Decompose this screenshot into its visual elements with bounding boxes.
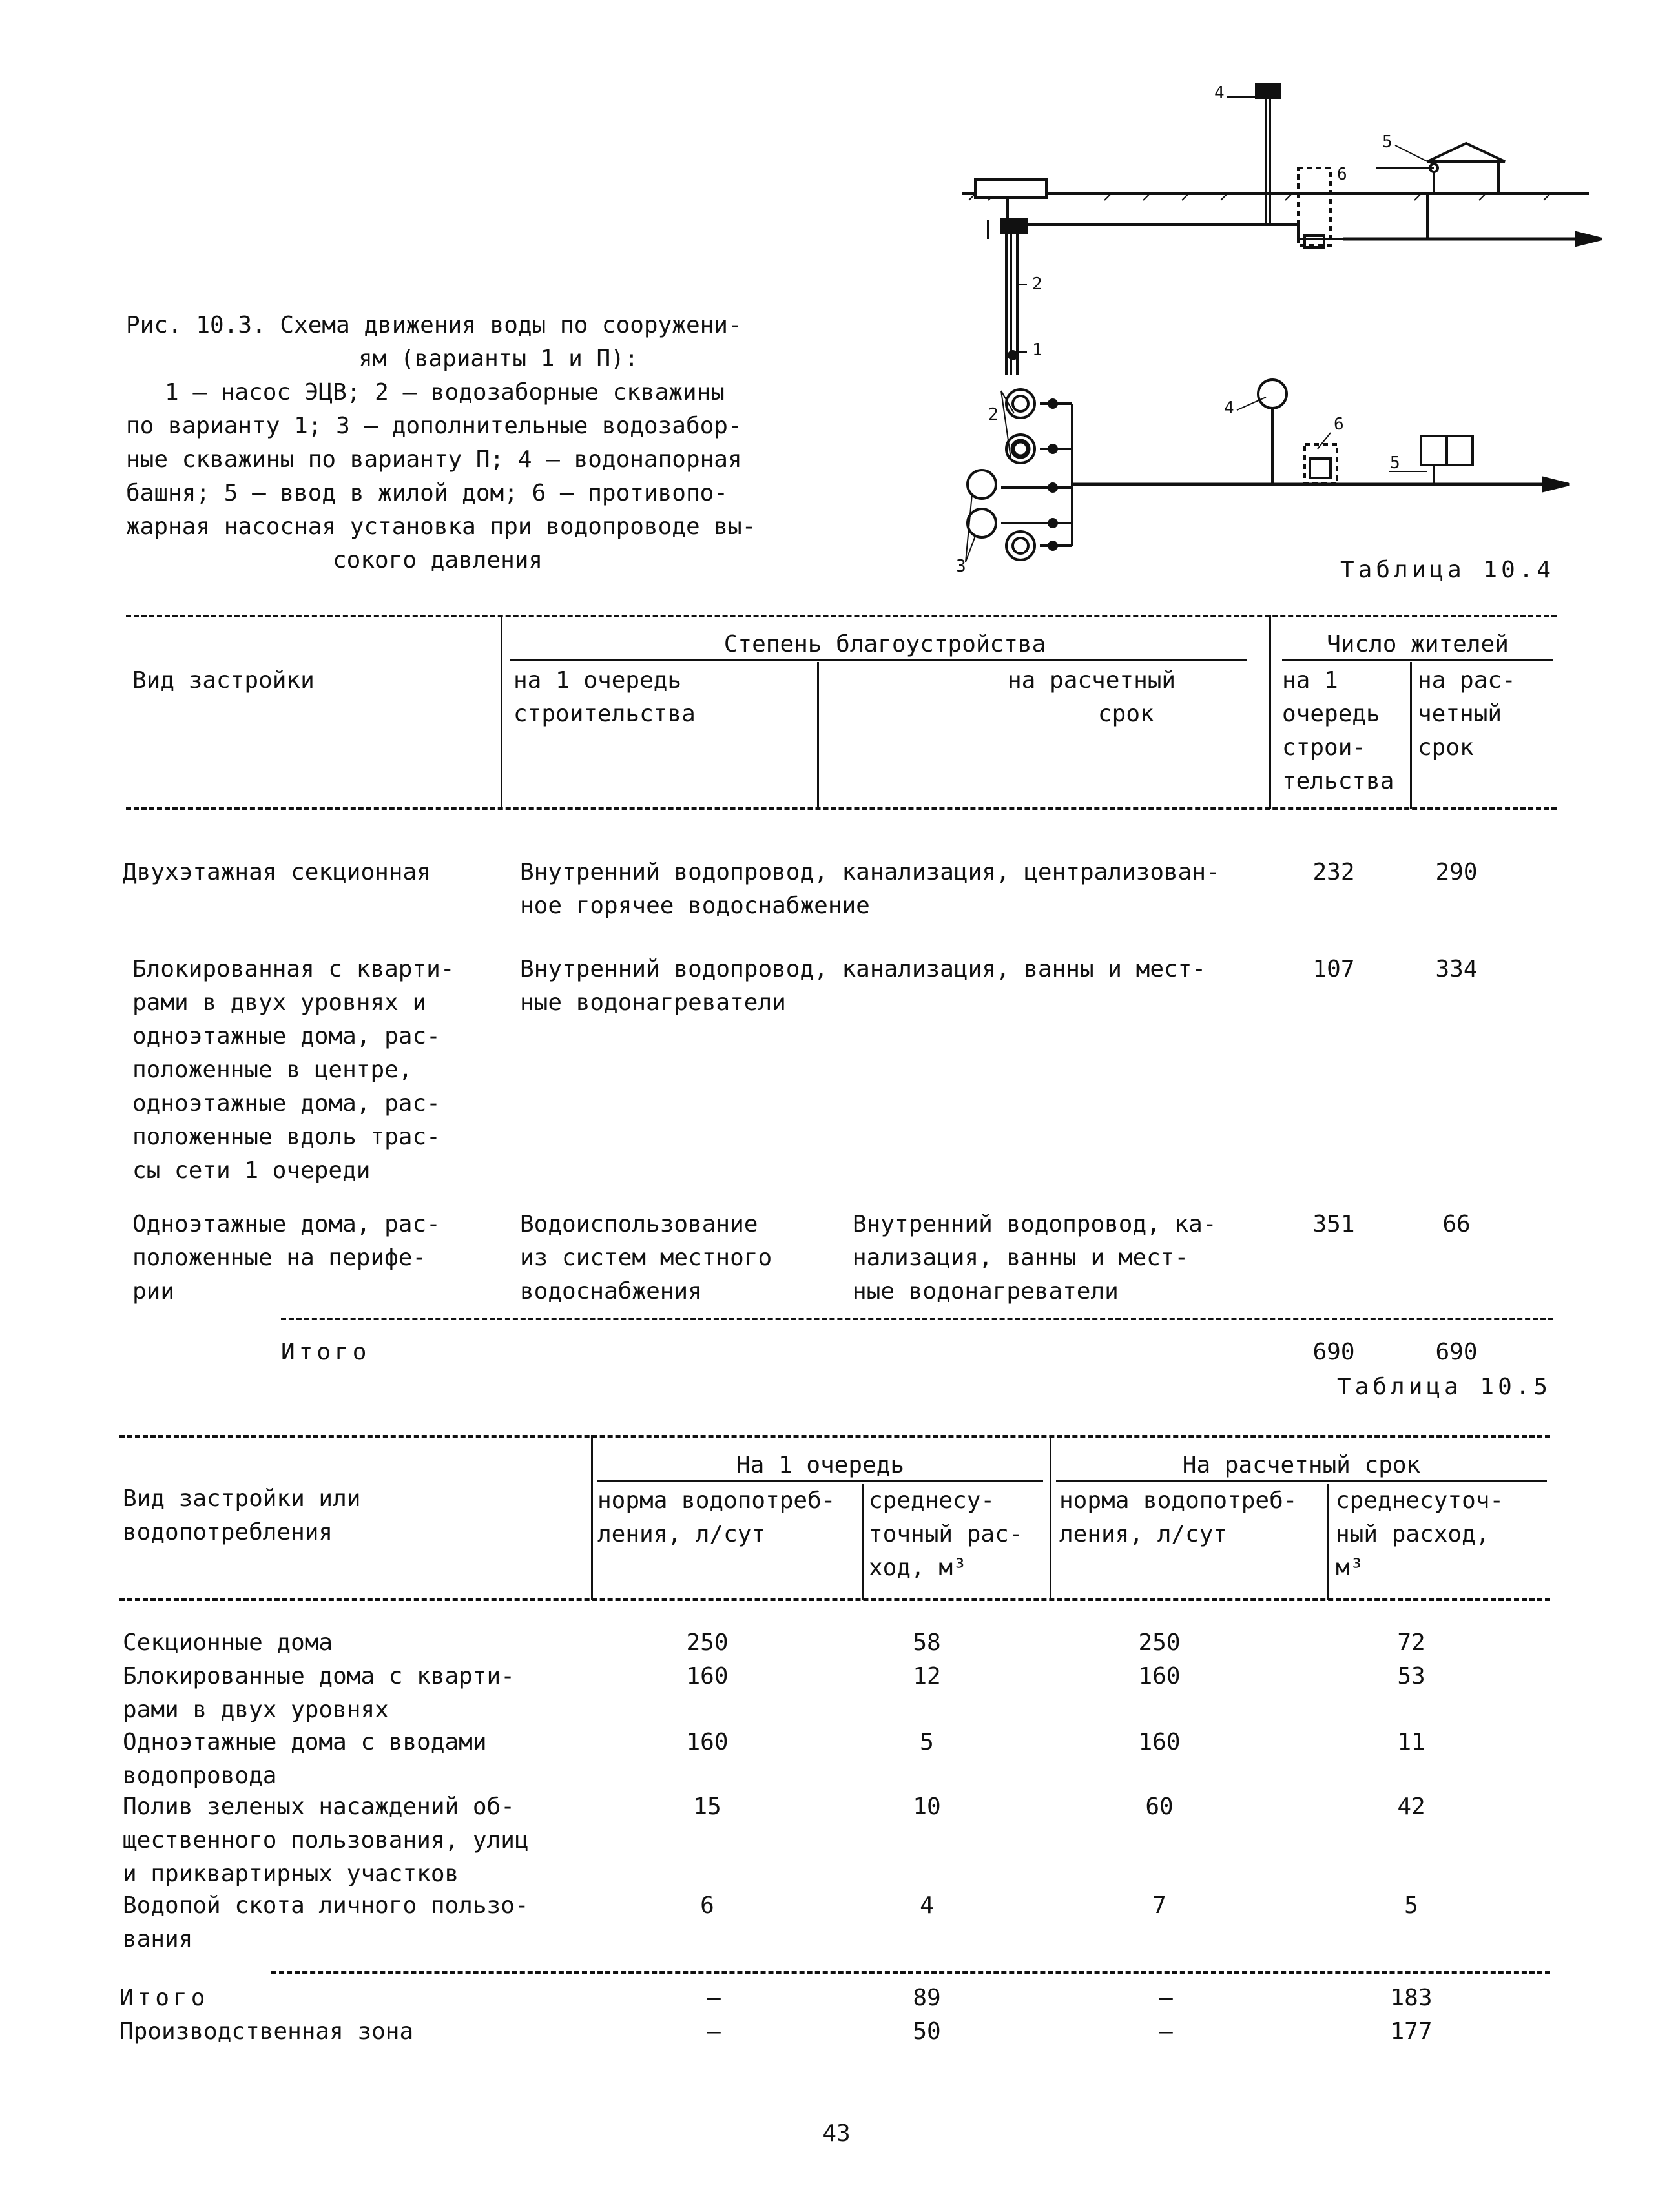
t105-header-type: Вид застройки или водопотребления <box>123 1485 361 1545</box>
diagram-label-2-plan: 2 <box>988 405 999 424</box>
flow-arrow <box>1576 233 1602 245</box>
t105-header-avg-first: среднесу- точный рас- ход, м³ <box>869 1487 1023 1581</box>
water-flow-diagram <box>930 71 1615 581</box>
table-10-4-header-rule <box>126 807 1557 810</box>
t104-header-residents-calc: на рас- четный срок <box>1418 667 1516 761</box>
diagram-label-3-plan: 3 <box>956 557 966 576</box>
diagram-label-6-top: 6 <box>1337 165 1347 184</box>
figure-legend-line: башня; 5 – ввод в жилой дом; 6 – противопо- <box>126 480 728 506</box>
figure-caption-title: Рис. 10.3. Схема движения воды по сооружени- <box>126 312 742 338</box>
table-10-5-header-rule <box>119 1598 1550 1601</box>
table-10-4-caption: Таблица 10.4 <box>1340 557 1555 583</box>
figure-legend-line: сокого давления <box>333 547 543 574</box>
diagram-label-2-top: 2 <box>1032 274 1042 294</box>
diagram-label-6-plan: 6 <box>1334 415 1344 434</box>
t104-header-group2: Число жителей <box>1327 631 1509 657</box>
table-10-5-total-rule <box>271 1971 1550 1974</box>
t104-header-group1: Степень благоустройства <box>723 631 1046 657</box>
t105-header-group2: На расчетный срок <box>1182 1452 1421 1478</box>
t105-header-norm-calc: норма водопотреб- ления, л/сут <box>1059 1487 1298 1547</box>
figure-caption-title-cont: ям (варианты 1 и П): <box>358 346 639 372</box>
figure-legend-line: 1 – насос ЭЦВ; 2 – водозаборные скважины <box>165 379 725 406</box>
table-10-4-top-rule <box>126 615 1557 617</box>
figure-legend-line: жарная насосная установка при водопроводе вы- <box>126 513 756 540</box>
diagram-label-4-top: 4 <box>1214 83 1225 103</box>
figure-caption <box>126 309 823 577</box>
t104-header-residents-first: на 1 очередь строи- тельства <box>1282 667 1394 794</box>
t104-header-first-stage: на 1 очередь строительства <box>513 667 696 727</box>
t105-header-norm-first: норма водопотреб- ления, л/сут <box>597 1487 836 1547</box>
page-number: 43 <box>822 2120 851 2147</box>
water-tower-tank <box>1256 84 1279 98</box>
t105-header-group1: На 1 очередь <box>736 1452 905 1478</box>
diagram-label-5-top: 5 <box>1382 132 1393 152</box>
table-10-4-total-rule <box>281 1318 1553 1320</box>
diagram-label-5-plan: 5 <box>1390 453 1400 473</box>
table-10-5-caption: Таблица 10.5 <box>1337 1374 1552 1400</box>
house <box>1434 161 1498 194</box>
figure-legend-line: ные скважины по варианту П; 4 – водонапорная <box>126 446 742 473</box>
t104-header-type: Вид застройки <box>132 667 315 694</box>
t104-header-calc-term: на расчетный срок <box>1008 667 1176 727</box>
t105-header-avg-calc: среднесуточ- ный расход, м³ <box>1336 1487 1504 1581</box>
well-symbols <box>968 389 1057 560</box>
figure-legend-line: по варианту 1; 3 – дополнительные водозабор- <box>126 413 742 439</box>
fire-pump-station <box>1298 168 1331 245</box>
diagram-label-4-plan: 4 <box>1224 398 1234 418</box>
plan-water-tower <box>1258 380 1287 408</box>
diagram-label-1-top: 1 <box>1032 340 1042 360</box>
table-10-5-top-rule <box>119 1435 1550 1438</box>
wellhead <box>975 180 1046 198</box>
